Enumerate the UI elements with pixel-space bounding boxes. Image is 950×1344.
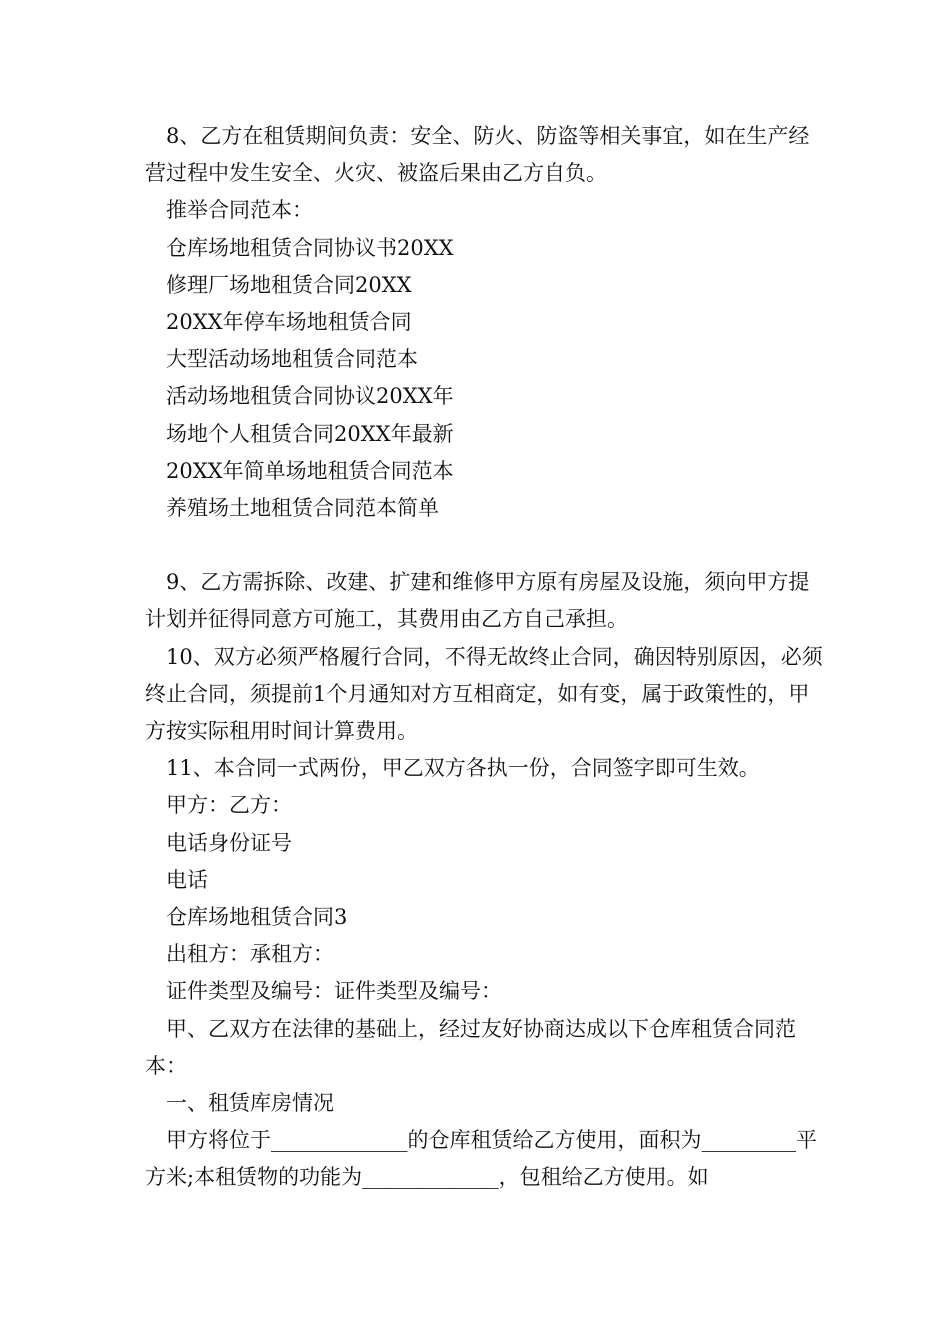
clause-11: 11、本合同一式两份，甲乙双方各执一份，合同签字即可生效。 (166, 756, 760, 781)
section-1-heading: 一、租赁库房情况 (166, 1091, 334, 1116)
clause-9: 9、乙方需拆除、改建、扩建和维修甲方原有房屋及设施，须向甲方提计划并征得同意方可施工，其费用由乙方自己承担。 (145, 570, 810, 632)
phone-id-line: 电话身份证号 (166, 830, 292, 855)
document-body (145, 118, 825, 1197)
template-link-6[interactable]: 场地个人租赁合同20XX年最新 (166, 421, 454, 446)
template-link-7[interactable]: 20XX年简单场地租赁合同范本 (166, 458, 454, 483)
paragraph-spacer (145, 527, 825, 564)
template-link-5[interactable]: 活动场地租赁合同协议20XX年 (166, 384, 454, 409)
contract-3-title: 仓库场地租赁合同3 (166, 905, 348, 930)
template-link-2[interactable]: 修理厂场地租赁合同20XX (166, 272, 412, 297)
template-link-1[interactable]: 仓库场地租赁合同协议书20XX (166, 235, 454, 260)
template-link-3[interactable]: 20XX年停车场地租赁合同 (166, 310, 412, 335)
clause-8: 8、乙方在租赁期间负责：安全、防火、防盗等相关事宜，如在生产经营过程中发生安全、火灾、被盗后果由乙方自负。 (145, 124, 810, 186)
lessor-lessee-line: 出租方：承租方： (166, 942, 334, 967)
clause-10: 10、双方必须严格履行合同，不得无故终止合同，确因特别原因，必须终止合同，须提前1个月通知对方互相商定，如有变，属于政策性的，甲方按实际租用时间计算费用。 (145, 644, 823, 744)
template-link-4[interactable]: 大型活动场地租赁合同范本 (166, 347, 418, 372)
id-type-line: 证件类型及编号：证件类型及编号： (166, 979, 502, 1004)
signature-parties: 甲方：乙方： (166, 793, 292, 818)
phone-line: 电话 (166, 867, 208, 892)
recommended-templates-heading: 推举合同范本： (166, 198, 313, 223)
preamble: 甲、乙双方在法律的基础上，经过友好协商达成以下仓库租赁合同范本： (145, 1016, 796, 1078)
section-1-text: 甲方将位于_____________的仓库租赁给乙方使用，面积为_________平方米;本租赁物的功能为_____________，包租给乙方使用。如 (145, 1128, 817, 1190)
template-link-8[interactable]: 养殖场土地租赁合同范本简单 (166, 496, 439, 521)
